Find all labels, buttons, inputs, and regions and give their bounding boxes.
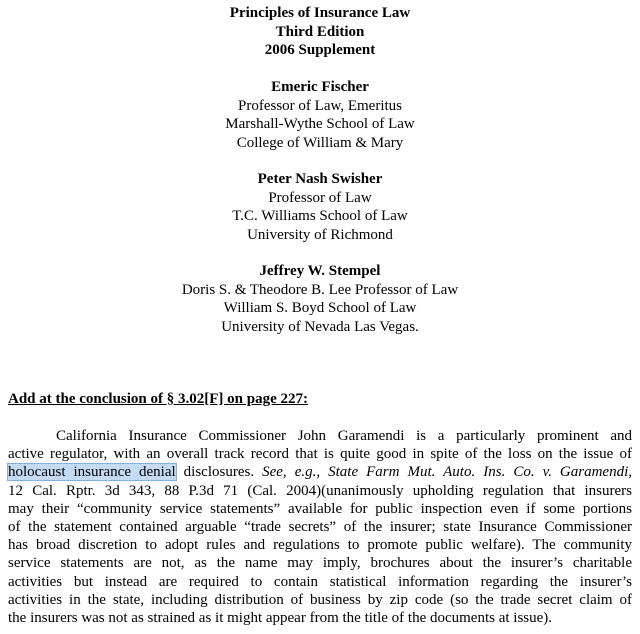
paragraph-line[interactable]: active regulator, with an overall track record that is quite good in spite of the loss on the issue of [8, 446, 632, 463]
book-edition: Third Edition [275, 23, 365, 40]
author-name: Emeric Fischer [271, 79, 369, 95]
paragraph-line[interactable]: the insurers was not as strained as it might appear from the title of the documents at issue). [8, 610, 553, 627]
paragraph-line[interactable]: 12 Cal. Rptr. 3d 343, 88 P.3d 71 (Cal. 2004)(unanimously upholding regulation that insurers [8, 482, 632, 499]
paragraph-line[interactable]: of the statement contained arguable “trade secrets” of the insurer; state Insurance Commissioner [8, 519, 632, 536]
book-supplement: 2006 Supplement [264, 42, 376, 58]
case-citation[interactable]: See, e.g., State Farm Mut. Auto. Ins. Co. v. Garamendi, [262, 464, 632, 481]
author-name: Peter Nash Swisher [257, 171, 383, 187]
section-heading: Add at the conclusion of § 3.02[F] on page 227: [8, 391, 309, 407]
text-selection-highlight[interactable]: holocaust insurance denial [8, 464, 176, 481]
paragraph-line[interactable]: service statements are not, as the name may imply, brochures about the insurer’s charitable [8, 555, 632, 572]
author-name: Jeffrey W. Stempel [259, 263, 381, 279]
author-affiliation: Marshall-Wythe School of Law [225, 116, 415, 132]
body-paragraph[interactable] [8, 427, 632, 627]
author-affiliation: University of Nevada Las Vegas. [221, 318, 419, 335]
author-block-fischer [0, 78, 640, 152]
document-title-block [0, 4, 640, 60]
paragraph-line[interactable]: activities but instead are required to contain statistical information regarding the insurer’s [8, 573, 632, 590]
paragraph-line[interactable]: may their “community service statements” available for public inspection even if some portions [8, 500, 632, 517]
author-affiliation: College of William & Mary [236, 134, 404, 151]
paragraph-line[interactable]: California Insurance Commissioner John Garamendi is a particularly prominent and [56, 428, 632, 444]
paragraph-line[interactable]: has broad discretion to adopt rules and regulations to promote public welfare). The community [8, 537, 632, 554]
author-affiliation: T.C. Williams School of Law [232, 208, 408, 224]
author-affiliation: Professor of Law [268, 189, 372, 206]
author-affiliation: William S. Boyd School of Law [223, 300, 417, 316]
paragraph-line[interactable]: activities in the state, including distribution of business by zip code (so the trade secret claim of [8, 591, 632, 608]
author-affiliation: University of Richmond [247, 226, 393, 243]
author-block-stempel [0, 262, 640, 336]
paragraph-text[interactable]: disclosures. [175, 464, 263, 481]
author-affiliation: Professor of Law, Emeritus [238, 97, 402, 114]
author-affiliation: Doris S. & Theodore B. Lee Professor of Law [181, 281, 459, 298]
paragraph-line[interactable] [8, 463, 632, 481]
author-block-swisher [0, 170, 640, 244]
book-title: Principles of Insurance Law [229, 5, 411, 21]
